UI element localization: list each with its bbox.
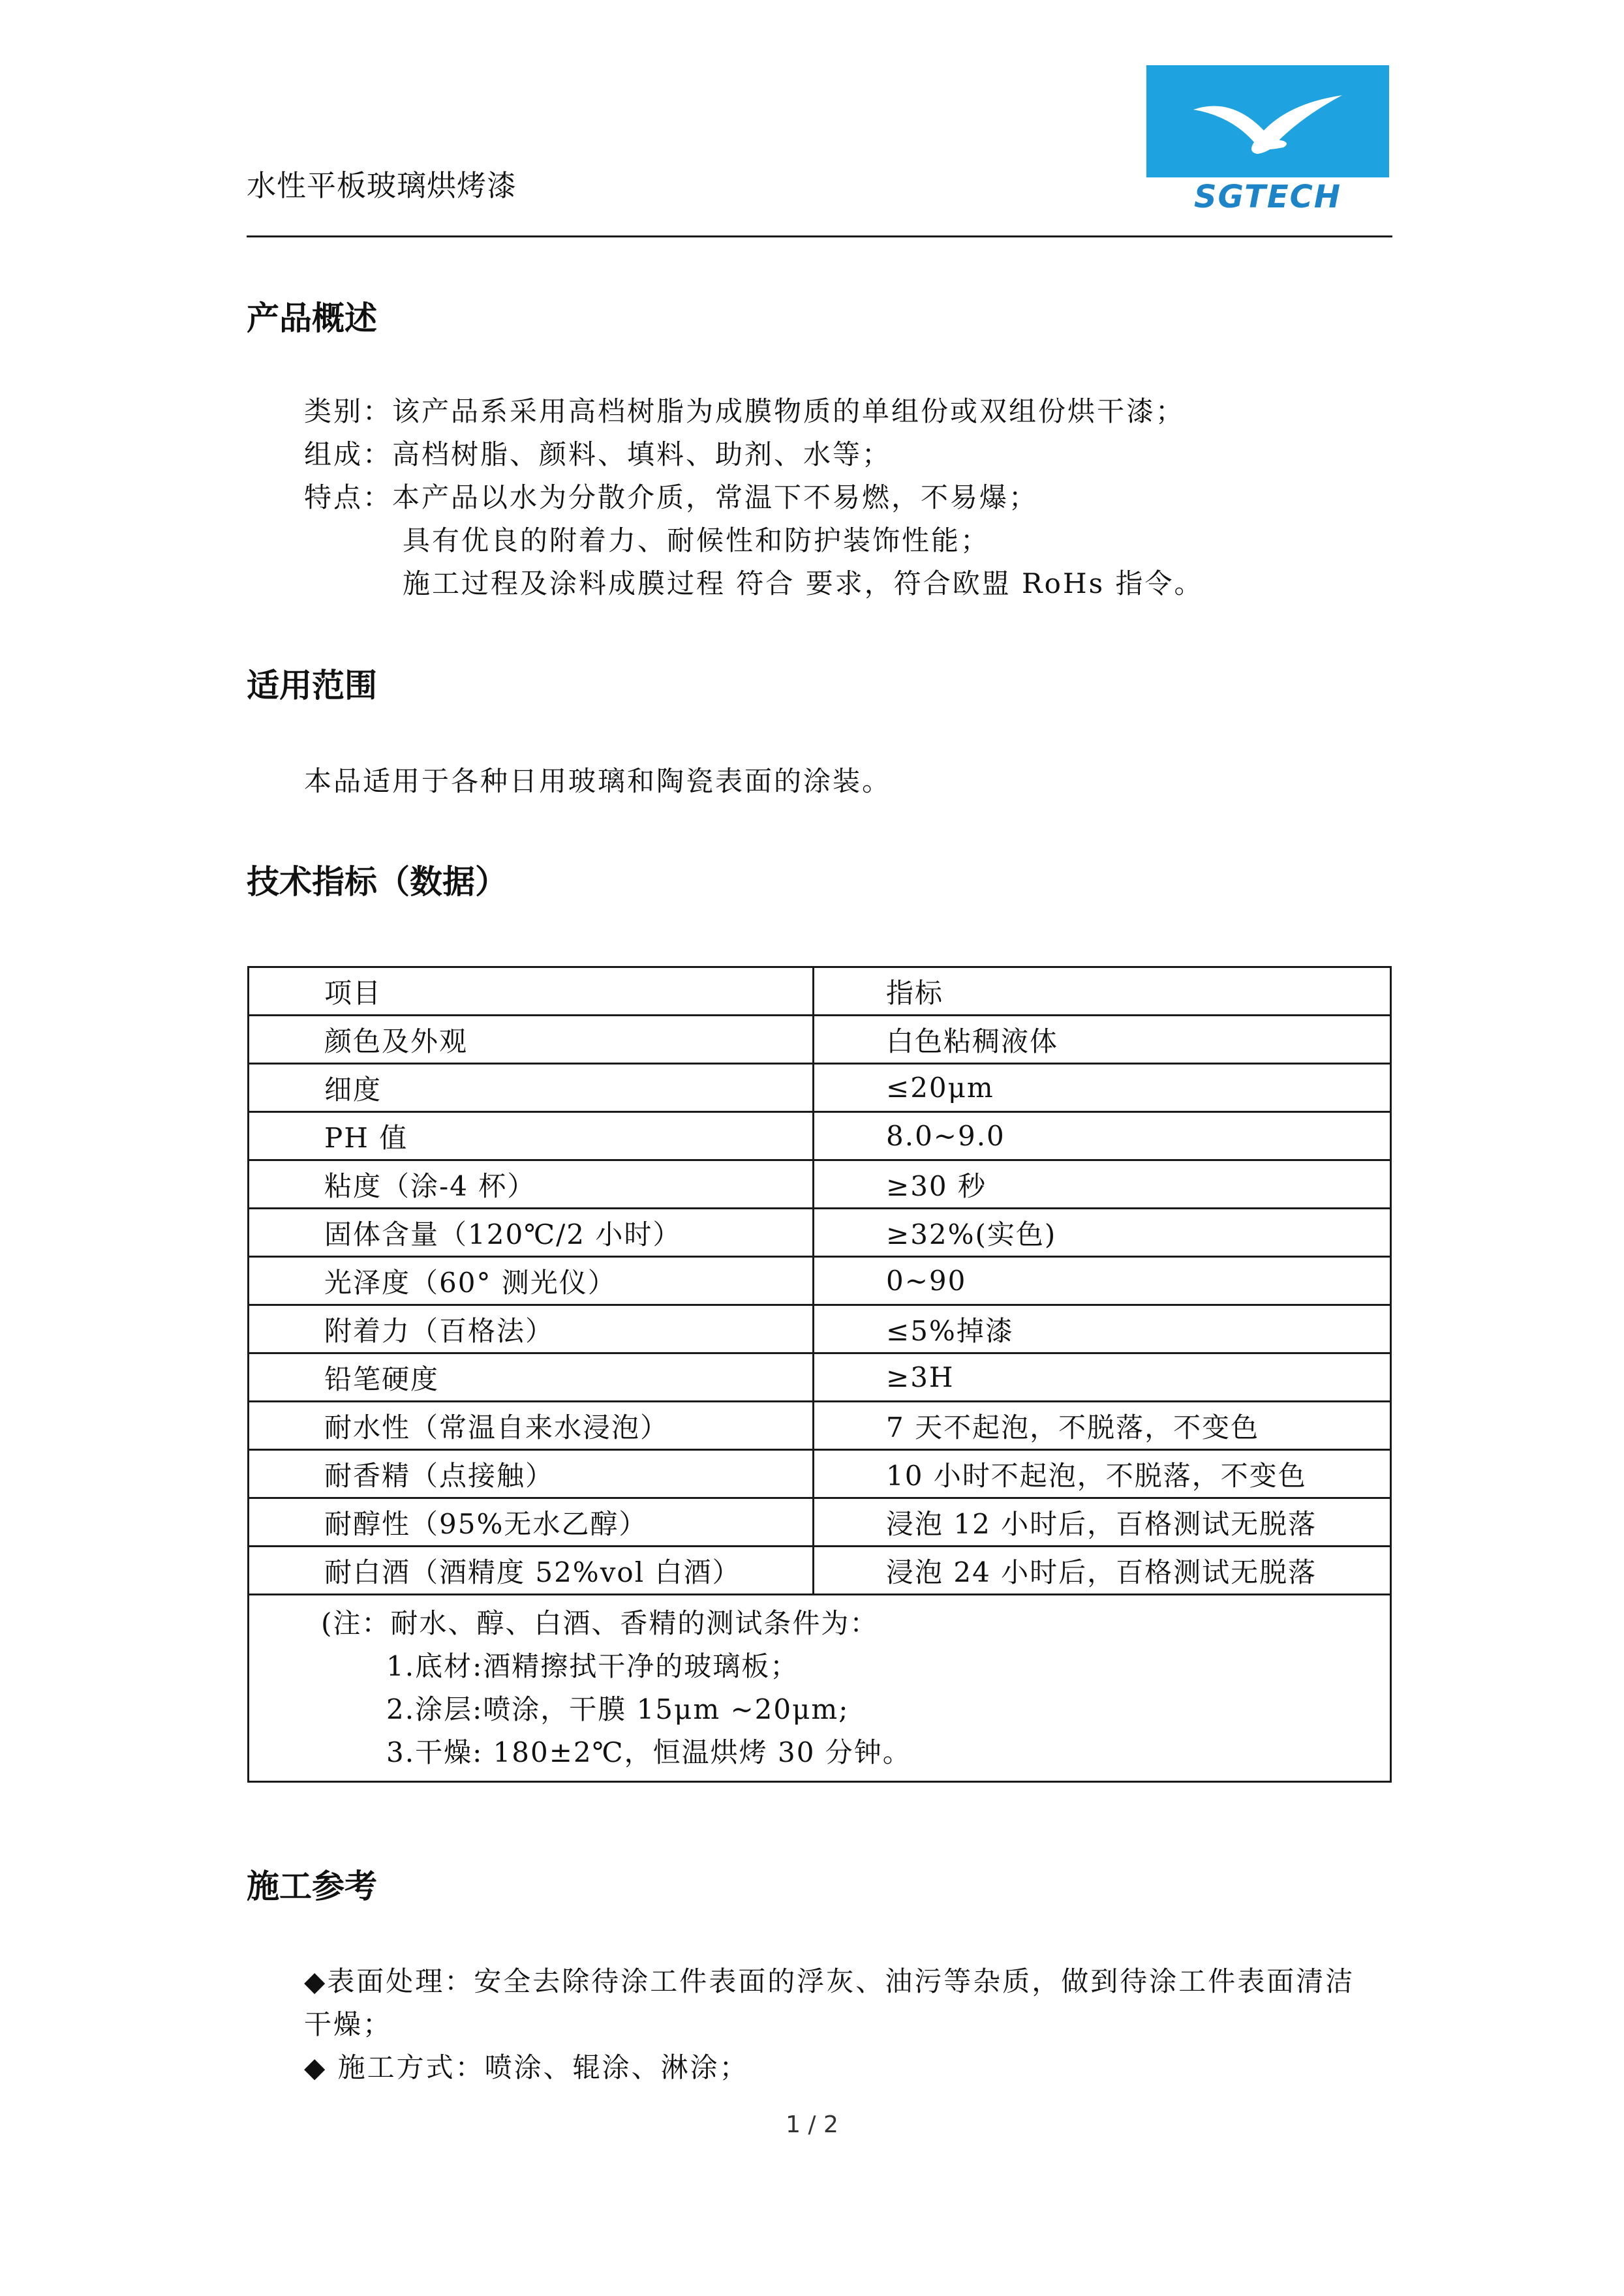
page-number: 1 / 2 (786, 2111, 838, 2138)
overview-line-category: 类别：该产品系采用高档树脂为成膜物质的单组份或双组份烘干漆； (304, 395, 1186, 427)
table-cell: 0~90 (814, 1257, 1391, 1305)
table-cell: 耐白酒（酒精度 52%vol 白酒） (249, 1547, 814, 1595)
table-cell: ≤5%掉漆 (814, 1305, 1391, 1353)
table-row (249, 1402, 1391, 1450)
table-cell: 耐水性（常温自来水浸泡） (249, 1402, 814, 1450)
table-row (249, 1353, 1391, 1402)
table-row (249, 1209, 1391, 1257)
seagull-icon (1192, 90, 1343, 175)
table-cell: 细度 (249, 1064, 814, 1112)
table-cell: ≥32%(实色) (814, 1209, 1391, 1257)
table-header-value: 指标 (814, 967, 1391, 1016)
note-line-drying: 3.干燥: 180±2℃，恒温烘烤 30 分钟。 (386, 1736, 912, 1768)
table-row (249, 1450, 1391, 1498)
table-row (249, 1112, 1391, 1160)
table-notes-row (249, 1595, 1391, 1782)
table-cell: PH 值 (249, 1112, 814, 1160)
table-cell: 10 小时不起泡，不脱落，不变色 (814, 1450, 1391, 1498)
table-cell: 粘度（涂-4 杯） (249, 1160, 814, 1209)
table-cell: 附着力（百格法） (249, 1305, 814, 1353)
table-cell: 颜色及外观 (249, 1016, 814, 1064)
document-title: 水性平板玻璃烘烤漆 (247, 168, 517, 203)
heading-overview: 产品概述 (247, 299, 377, 337)
table-row (249, 1547, 1391, 1595)
heading-construction: 施工参考 (247, 1867, 377, 1905)
bullet-application-method: ◆ 施工方式：喷涂、辊涂、淋涂； (304, 2051, 749, 2083)
overview-line-features-3: 施工过程及涂料成膜过程 符合 要求，符合欧盟 RoHs 指令。 (403, 567, 1204, 599)
overview-line-composition: 组成：高档树脂、颜料、填料、助剂、水等； (304, 438, 892, 470)
table-cell: 光泽度（60° 测光仪） (249, 1257, 814, 1305)
overview-line-features-2: 具有优良的附着力、耐候性和防护装饰性能； (403, 524, 990, 556)
note-line-coating: 2.涂层:喷涂，干膜 15μm ~20μm; (386, 1693, 850, 1725)
table-cell: 7 天不起泡，不脱落，不变色 (814, 1402, 1391, 1450)
header-divider (247, 235, 1392, 237)
table-header-row (249, 967, 1391, 1016)
table-notes-cell (249, 1595, 1391, 1782)
overview-line-features: 特点：本产品以水为分散介质，常温下不易燃，不易爆； (304, 481, 1039, 513)
table-cell: 耐香精（点接触） (249, 1450, 814, 1498)
table-cell: 浸泡 24 小时后，百格测试无脱落 (814, 1547, 1391, 1595)
table-cell: ≤20μm (814, 1064, 1391, 1112)
bullet-surface-treatment-cont: 干燥； (304, 2008, 393, 2040)
table-row (249, 1305, 1391, 1353)
heading-specs: 技术指标（数据） (247, 863, 508, 901)
table-row (249, 1498, 1391, 1547)
table-row (249, 1064, 1391, 1112)
heading-scope: 适用范围 (247, 667, 377, 704)
table-row (249, 1257, 1391, 1305)
note-line-substrate: 1.底材:酒精擦拭干净的玻璃板； (386, 1650, 799, 1682)
scope-text: 本品适用于各种日用玻璃和陶瓷表面的涂装。 (304, 765, 892, 797)
bullet-surface-treatment: ◆表面处理：安全去除待涂工件表面的浮灰、油污等杂质，做到待涂工件表面清洁 (304, 1965, 1355, 1997)
table-cell: ≥30 秒 (814, 1160, 1391, 1209)
table-cell: 固体含量（120℃/2 小时） (249, 1209, 814, 1257)
note-line-intro: (注：耐水、醇、白酒、香精的测试条件为： (321, 1607, 879, 1639)
table-row (249, 1160, 1391, 1209)
table-cell: 铅笔硬度 (249, 1353, 814, 1402)
logo-wordmark: SGTECH (1193, 179, 1342, 215)
table-cell: 白色粘稠液体 (814, 1016, 1391, 1064)
table-row (249, 1016, 1391, 1064)
table-cell: 浸泡 12 小时后，百格测试无脱落 (814, 1498, 1391, 1547)
table-cell: ≥3H (814, 1353, 1391, 1402)
spec-table (247, 966, 1392, 1783)
table-cell: 耐醇性（95%无水乙醇） (249, 1498, 814, 1547)
company-logo (1146, 65, 1389, 223)
table-header-item: 项目 (249, 967, 814, 1016)
table-cell: 8.0~9.0 (814, 1112, 1391, 1160)
